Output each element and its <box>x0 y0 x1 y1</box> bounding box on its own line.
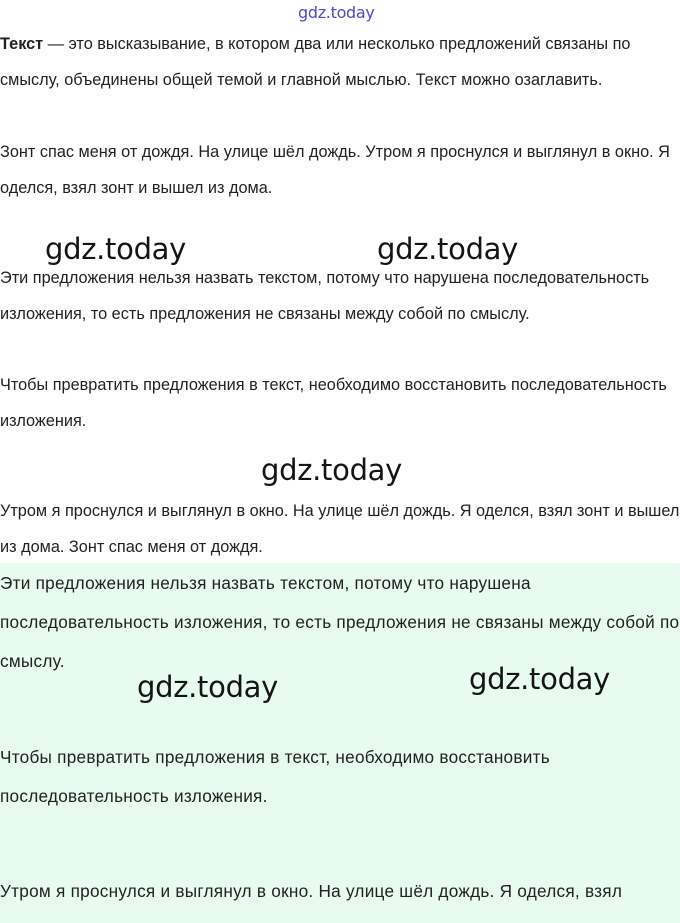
highlighted-restored-text: Утром я проснулся и выглянул в окно. На улице шёл дождь. Я оделся, взял <box>0 881 623 901</box>
watermark: gdz.today <box>469 662 611 696</box>
definition-text: — это высказывание, в котором два или несколько предложений связаны по смыслу, объединены общей темой и главной мыслью. Текст можно озаглавить. <box>0 35 631 89</box>
watermark-top: gdz.today <box>298 3 375 22</box>
watermark: gdz.today <box>377 232 519 266</box>
theory-definition <box>0 26 680 98</box>
restored-text: Утром я проснулся и выглянул в окно. На улице шёл дождь. Я оделся, взял зонт и вышел из дома. Зонт спас меня от дождя. <box>0 502 680 556</box>
answer-instruction: Чтобы превратить предложения в текст, необходимо восстановить последовательность изложения. <box>0 376 667 430</box>
highlighted-instruction: Чтобы превратить предложения в текст, необходимо восстановить последовательность изложения. <box>0 747 550 806</box>
term-text: Текст <box>0 35 44 53</box>
watermark: gdz.today <box>137 670 279 704</box>
watermark: gdz.today <box>45 232 187 266</box>
task-sentences: Зонт спас меня от дождя. На улице шёл дождь. Утром я проснулся и выглянул в окно. Я оделся, взял зонт и вышел из дома. <box>0 143 670 197</box>
watermark: gdz.today <box>261 453 403 487</box>
highlighted-explanation: Эти предложения нельзя назвать текстом, потому что нарушена последовательность изложения, то есть предложения не связаны между собой по смыслу. <box>0 573 680 671</box>
answer-explanation: Эти предложения нельзя назвать текстом, потому что нарушена последовательность изложения, то есть предложения не связаны между собой по смыслу. <box>0 269 650 323</box>
